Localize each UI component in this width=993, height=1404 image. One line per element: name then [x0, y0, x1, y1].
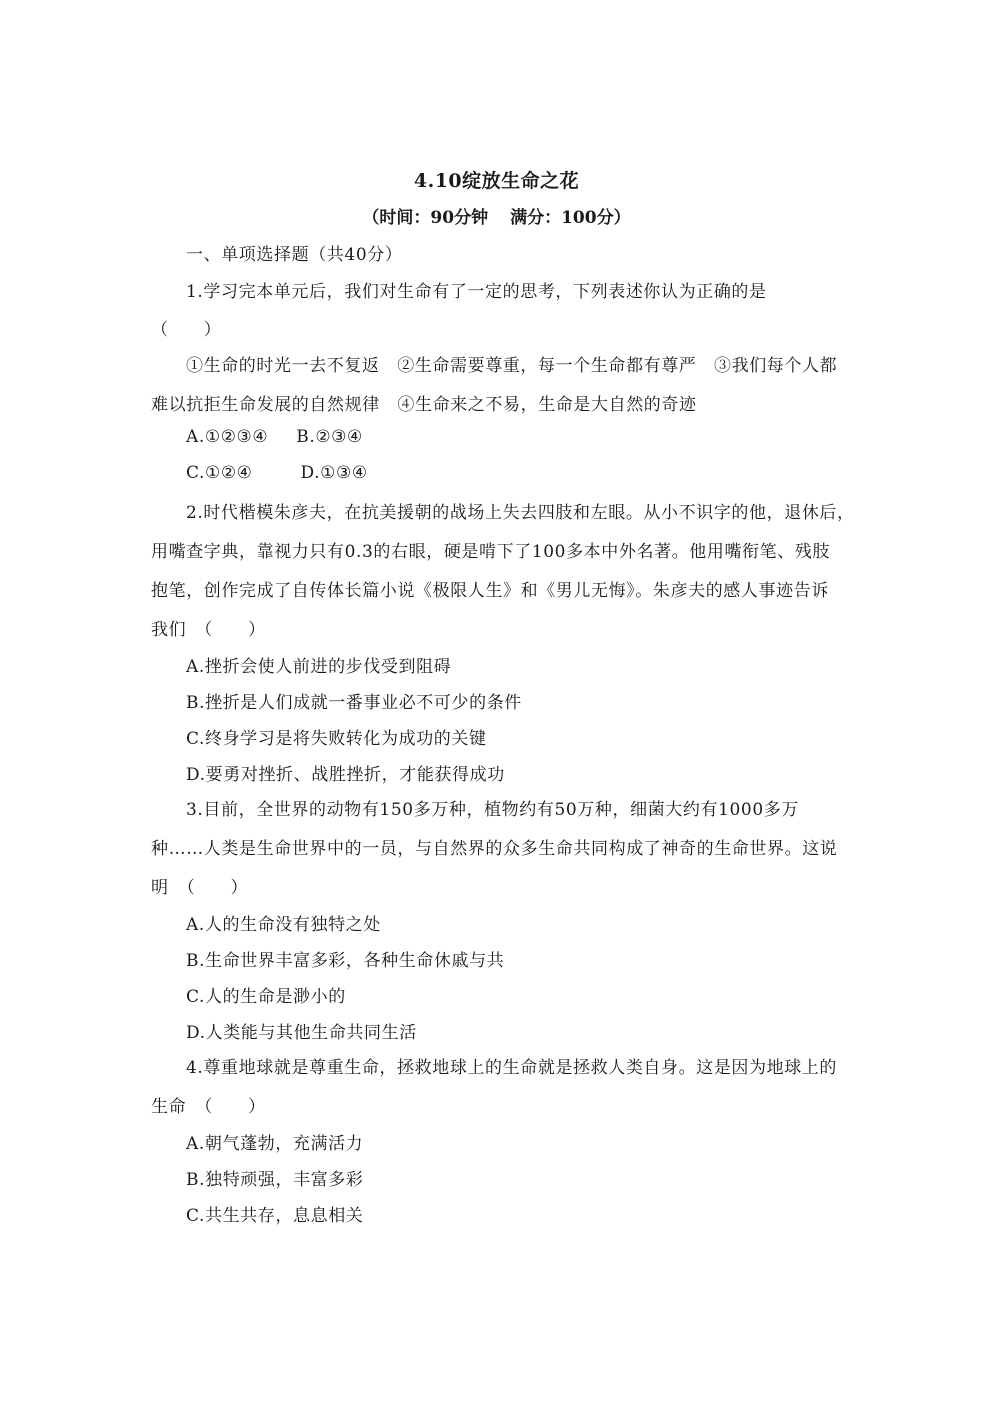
question-4-option-a[interactable]: A.朝气蓬勃，充满活力: [186, 1134, 364, 1154]
question-1-option-d[interactable]: D.①③④: [300, 463, 368, 483]
question-1-option-c[interactable]: C.①②④: [186, 463, 253, 483]
question-2-stem-line-3: 抱笔，创作完成了自传体长篇小说《极限人生》和《男儿无悔》。朱彦夫的感人事迹告诉: [151, 581, 829, 601]
question-4-stem-line-1: 4.尊重地球就是尊重生命，拯救地球上的生命就是拯救人类自身。这是因为地球上的: [186, 1058, 838, 1078]
question-2-option-a[interactable]: A.挫折会使人前进的步伐受到阻碍: [186, 657, 452, 677]
question-3-option-c[interactable]: C.人的生命是渺小的: [186, 987, 346, 1007]
question-3-option-a[interactable]: A.人的生命没有独特之处: [186, 915, 381, 935]
section-heading: 一、单项选择题（共40分）: [186, 245, 403, 265]
question-4-stem-line-2: 生命 （ ）: [151, 1097, 266, 1117]
question-3-stem-line-3: 明 （ ）: [151, 878, 249, 898]
question-1-statement-line-1: ①生命的时光一去不复返 ②生命需要尊重，每一个生命都有尊严 ③我们每个人都: [186, 356, 838, 376]
question-4-option-c[interactable]: C.共生共存，息息相关: [186, 1206, 364, 1226]
question-1-option-a[interactable]: A.①②③④: [186, 427, 269, 447]
question-1-options-row-1: [186, 427, 363, 447]
question-3-stem-line-1: 3.目前，全世界的动物有150多万种，植物约有50万种，细菌大约有1000多万: [186, 800, 799, 820]
question-3-stem-line-2: 种……人类是生命世界中的一员，与自然界的众多生命共同构成了神奇的生命世界。这说: [151, 839, 838, 859]
question-1-option-b[interactable]: B.②③④: [296, 427, 363, 447]
time-limit: （时间：90分钟: [362, 208, 489, 228]
question-3-option-d[interactable]: D.人类能与其他生命共同生活: [186, 1023, 417, 1043]
question-1-stem-line-1: 1.学习完本单元后，我们对生命有了一定的思考，下列表述你认为正确的是: [186, 282, 767, 302]
question-1-options-row-2: [186, 463, 368, 483]
page-title: 4.10绽放生命之花: [413, 170, 580, 192]
question-2-stem-line-1: 2.时代楷模朱彦夫，在抗美援朝的战场上失去四肢和左眼。从小不识字的他，退休后，: [186, 503, 855, 523]
page-subtitle: [0, 203, 993, 228]
question-1-statement-line-2: 难以抗拒生命发展的自然规律 ④生命来之不易，生命是大自然的奇迹: [151, 395, 697, 415]
question-2-option-b[interactable]: B.挫折是人们成就一番事业必不可少的条件: [186, 693, 522, 713]
question-2-stem-line-2: 用嘴查字典，靠视力只有0.3的右眼，硬是啃下了100多本中外名著。他用嘴衔笔、残肢: [151, 542, 831, 562]
question-1-stem-line-2: （ ）: [151, 320, 222, 340]
full-score: 满分：100分）: [510, 208, 631, 228]
question-2-option-d[interactable]: D.要勇对挫折、战胜挫折，才能获得成功: [186, 765, 505, 785]
question-2-stem-line-4: 我们 （ ）: [151, 620, 266, 640]
question-3-option-b[interactable]: B.生命世界丰富多彩，各种生命休戚与共: [186, 951, 505, 971]
question-2-option-c[interactable]: C.终身学习是将失败转化为成功的关键: [186, 729, 487, 749]
question-4-option-b[interactable]: B.独特顽强，丰富多彩: [186, 1170, 364, 1190]
